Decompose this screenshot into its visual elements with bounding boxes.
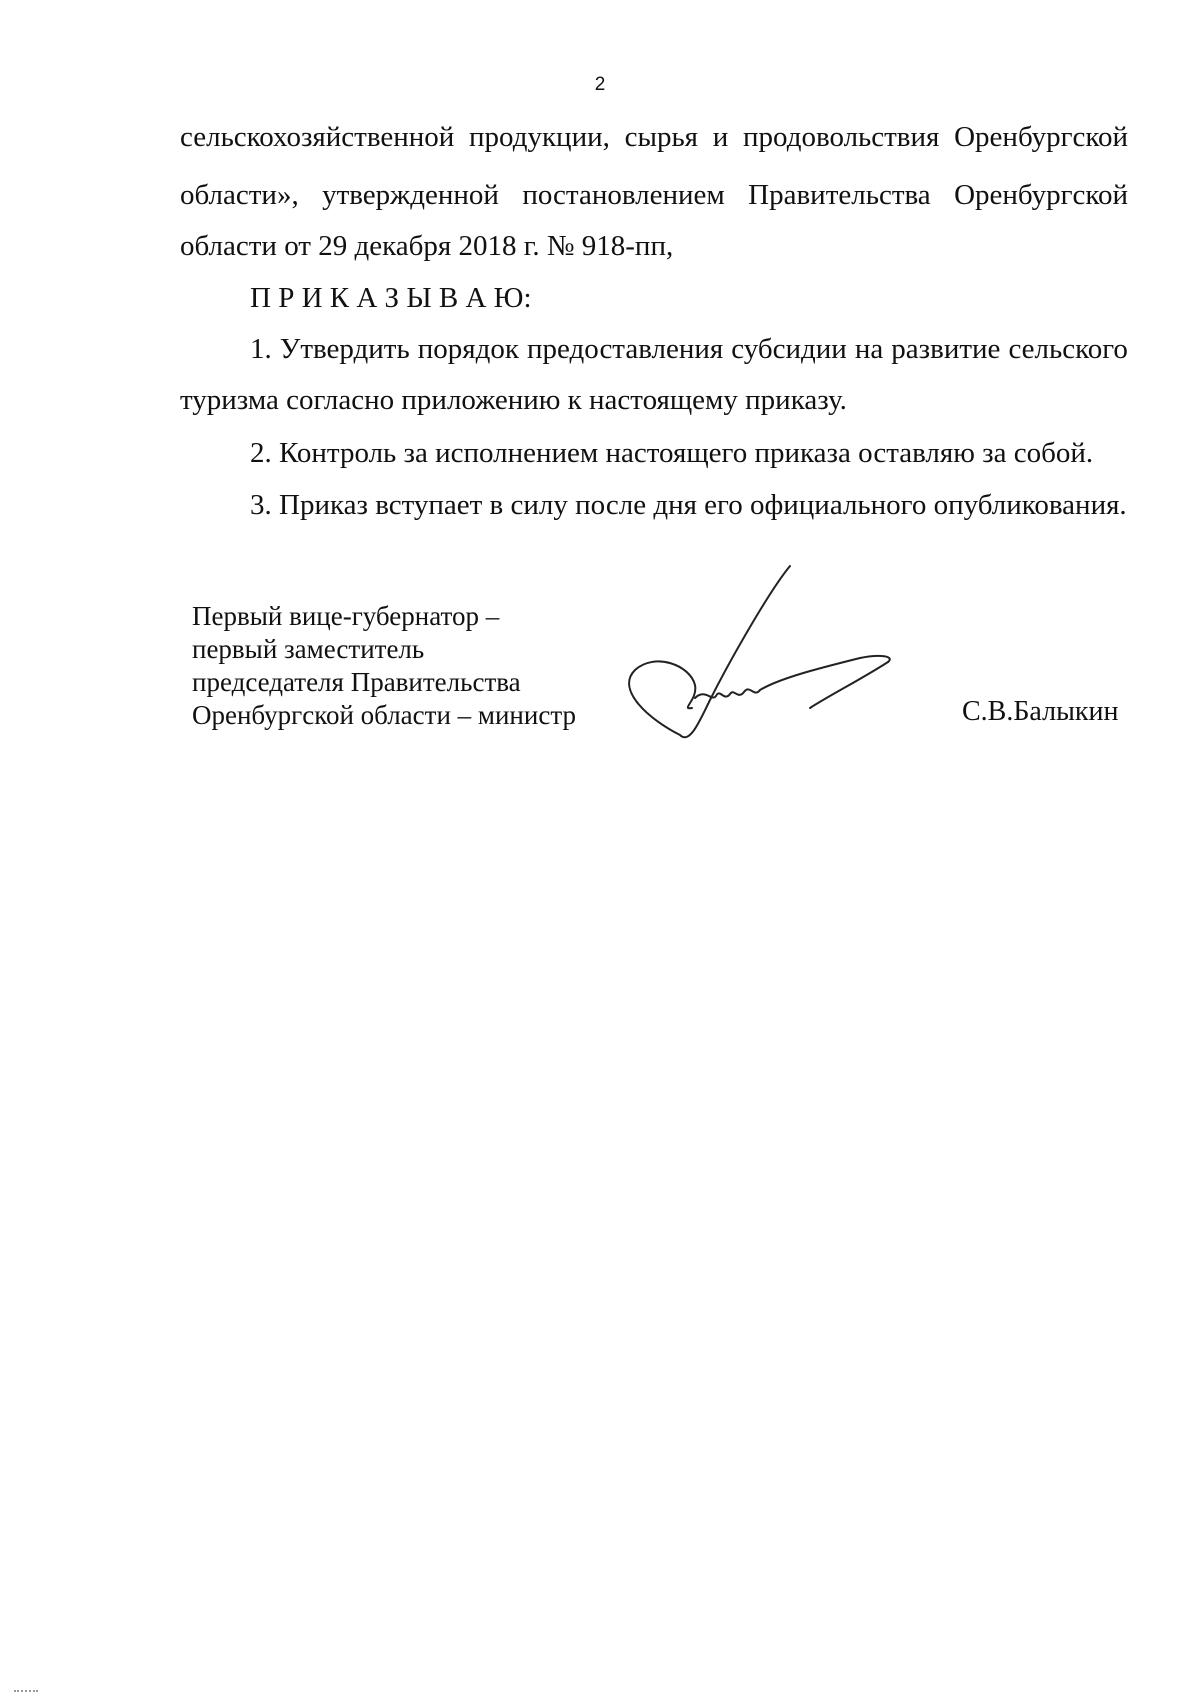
scan-mark [14, 1690, 38, 1694]
signatory-position [192, 600, 576, 732]
word: Оренбургской [954, 121, 1128, 153]
item-1-line-2: туризма согласно приложению к настоящему приказу. [180, 384, 847, 416]
handwritten-signature [620, 560, 920, 760]
signer-name: С.В.Балыкин [962, 696, 1119, 727]
word: утвержденной [322, 179, 499, 211]
body-line-1 [180, 120, 1128, 154]
word: постановлением [522, 179, 725, 211]
item-1-line-1 [250, 332, 1128, 366]
body-line-3: области от 29 декабря 2018 г. № 918-пп, [180, 230, 674, 262]
word: продовольствия [743, 121, 940, 153]
position-line: Оренбургской области – министр [192, 700, 576, 730]
word: предоставления [526, 333, 724, 365]
word: сельского [1008, 333, 1128, 365]
word: субсидии [731, 333, 847, 365]
page-number: 2 [594, 74, 606, 95]
word: сельскохозяйственной [180, 121, 455, 153]
order-heading: П Р И К А З Ы В А Ю: [250, 282, 532, 314]
word: Утвердить [279, 333, 410, 365]
position-line: первый заместитель [192, 634, 425, 664]
item-3: 3. Приказ вступает в силу после дня его официального опубликования. [250, 489, 1127, 521]
item-2: 2. Контроль за исполнением настоящего приказа оставляю за собой. [250, 437, 1094, 469]
word: сырья [624, 121, 699, 153]
word: Правительства [748, 179, 931, 211]
word: на [854, 333, 884, 365]
word: и [712, 121, 729, 153]
body-line-2 [180, 178, 1128, 212]
word: Оренбургской [954, 179, 1128, 211]
word: продукции, [469, 121, 610, 153]
word: порядок [417, 333, 519, 365]
word: развитие [891, 333, 1001, 365]
word: области», [180, 179, 299, 211]
position-line: Первый вице-губернатор – [192, 601, 500, 631]
word: 1. [250, 333, 272, 365]
position-line: председателя Правительства [192, 667, 521, 697]
